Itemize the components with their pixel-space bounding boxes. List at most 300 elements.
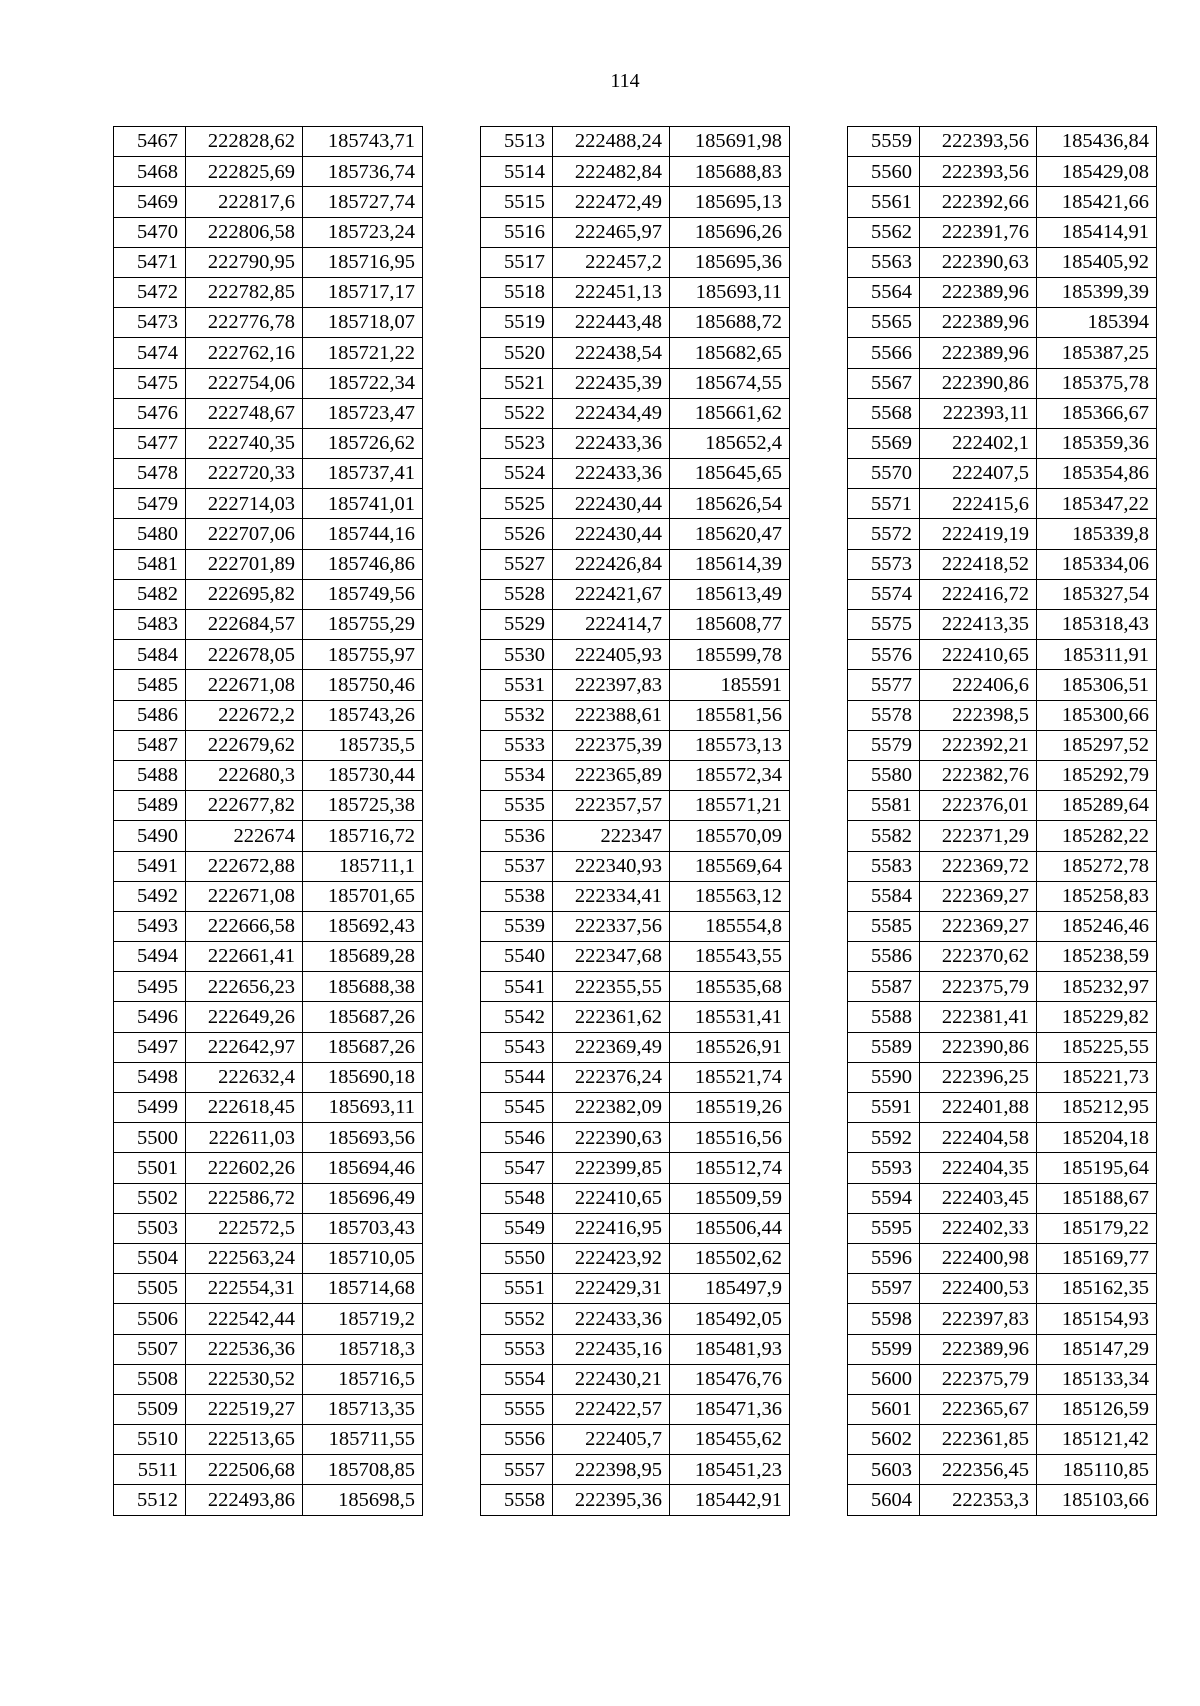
point-number-cell: 5588 (848, 1002, 920, 1032)
x-coordinate-cell: 222472,49 (553, 187, 670, 217)
y-coordinate-cell: 185708,85 (303, 1455, 423, 1485)
x-coordinate-cell: 222398,95 (553, 1455, 670, 1485)
x-coordinate-cell: 222740,35 (186, 428, 303, 458)
point-number-cell: 5478 (114, 459, 186, 489)
point-number-cell: 5490 (114, 821, 186, 851)
table-row (114, 368, 423, 398)
page-number: 114 (610, 70, 640, 92)
x-coordinate-cell: 222400,98 (920, 1243, 1037, 1273)
table-row (481, 459, 790, 489)
table-row (481, 1243, 790, 1273)
x-coordinate-cell: 222382,09 (553, 1093, 670, 1123)
y-coordinate-cell: 185744,16 (303, 519, 423, 549)
y-coordinate-cell: 185375,78 (1037, 368, 1157, 398)
y-coordinate-cell: 185749,56 (303, 579, 423, 609)
y-coordinate-cell: 185429,08 (1037, 157, 1157, 187)
x-coordinate-cell: 222714,03 (186, 489, 303, 519)
y-coordinate-cell: 185713,35 (303, 1394, 423, 1424)
y-coordinate-cell: 185696,26 (670, 217, 790, 247)
y-coordinate-cell: 185573,13 (670, 730, 790, 760)
point-number-cell: 5560 (848, 157, 920, 187)
table-row (481, 1062, 790, 1092)
x-coordinate-cell: 222365,67 (920, 1394, 1037, 1424)
y-coordinate-cell: 185258,83 (1037, 881, 1157, 911)
y-coordinate-cell: 185535,68 (670, 972, 790, 1002)
x-coordinate-cell: 222413,35 (920, 610, 1037, 640)
y-coordinate-cell: 185554,8 (670, 911, 790, 941)
y-coordinate-cell: 185311,91 (1037, 640, 1157, 670)
x-coordinate-cell: 222488,24 (553, 127, 670, 157)
point-number-cell: 5477 (114, 428, 186, 458)
y-coordinate-cell: 185318,43 (1037, 610, 1157, 640)
x-coordinate-cell: 222506,68 (186, 1455, 303, 1485)
x-coordinate-cell: 222397,83 (920, 1304, 1037, 1334)
table-row (848, 428, 1157, 458)
table-row (481, 911, 790, 941)
table-row (114, 1394, 423, 1424)
y-coordinate-cell: 185405,92 (1037, 247, 1157, 277)
table-row (848, 187, 1157, 217)
y-coordinate-cell: 185711,55 (303, 1425, 423, 1455)
point-number-cell: 5496 (114, 1002, 186, 1032)
table-row (114, 730, 423, 760)
table-row (848, 247, 1157, 277)
point-number-cell: 5513 (481, 127, 553, 157)
x-coordinate-cell: 222357,57 (553, 791, 670, 821)
x-coordinate-cell: 222513,65 (186, 1425, 303, 1455)
x-coordinate-cell: 222530,52 (186, 1364, 303, 1394)
table-row (114, 610, 423, 640)
point-number-cell: 5508 (114, 1364, 186, 1394)
table-row (114, 1304, 423, 1334)
point-number-cell: 5573 (848, 549, 920, 579)
point-number-cell: 5521 (481, 368, 553, 398)
y-coordinate-cell: 185687,26 (303, 1032, 423, 1062)
x-coordinate-cell: 222430,44 (553, 519, 670, 549)
point-number-cell: 5482 (114, 579, 186, 609)
x-coordinate-cell: 222389,96 (920, 308, 1037, 338)
point-number-cell: 5592 (848, 1123, 920, 1153)
point-number-cell: 5571 (848, 489, 920, 519)
point-number-cell: 5531 (481, 670, 553, 700)
table-row (848, 1002, 1157, 1032)
y-coordinate-cell: 185737,41 (303, 459, 423, 489)
y-coordinate-cell: 185292,79 (1037, 760, 1157, 790)
table-row (114, 277, 423, 307)
x-coordinate-cell: 222572,5 (186, 1213, 303, 1243)
point-number-cell: 5541 (481, 972, 553, 1002)
x-coordinate-cell: 222382,76 (920, 760, 1037, 790)
table-row (848, 640, 1157, 670)
x-coordinate-cell: 222356,45 (920, 1455, 1037, 1485)
y-coordinate-cell: 185162,35 (1037, 1274, 1157, 1304)
point-number-cell: 5499 (114, 1093, 186, 1123)
point-number-cell: 5589 (848, 1032, 920, 1062)
point-number-cell: 5528 (481, 579, 553, 609)
point-number-cell: 5594 (848, 1183, 920, 1213)
table-row (848, 791, 1157, 821)
x-coordinate-cell: 222586,72 (186, 1183, 303, 1213)
point-number-cell: 5534 (481, 760, 553, 790)
table-row (114, 911, 423, 941)
y-coordinate-cell: 185103,66 (1037, 1485, 1157, 1515)
x-coordinate-cell: 222376,01 (920, 791, 1037, 821)
y-coordinate-cell: 185652,4 (670, 428, 790, 458)
point-number-cell: 5559 (848, 127, 920, 157)
y-coordinate-cell: 185387,25 (1037, 338, 1157, 368)
y-coordinate-cell: 185714,68 (303, 1274, 423, 1304)
point-number-cell: 5515 (481, 187, 553, 217)
point-number-cell: 5487 (114, 730, 186, 760)
point-number-cell: 5574 (848, 579, 920, 609)
point-number-cell: 5523 (481, 428, 553, 458)
point-number-cell: 5518 (481, 277, 553, 307)
point-number-cell: 5505 (114, 1274, 186, 1304)
y-coordinate-cell: 185471,36 (670, 1394, 790, 1424)
table-row (481, 1002, 790, 1032)
table-row (481, 760, 790, 790)
table-row (848, 1394, 1157, 1424)
x-coordinate-cell: 222422,57 (553, 1394, 670, 1424)
table-row (481, 579, 790, 609)
table-row (848, 1153, 1157, 1183)
x-coordinate-cell: 222390,86 (920, 368, 1037, 398)
x-coordinate-cell: 222429,31 (553, 1274, 670, 1304)
table-row (848, 1274, 1157, 1304)
y-coordinate-cell: 185571,21 (670, 791, 790, 821)
x-coordinate-cell: 222672,88 (186, 851, 303, 881)
point-number-cell: 5578 (848, 700, 920, 730)
x-coordinate-cell: 222347 (553, 821, 670, 851)
y-coordinate-cell: 185693,11 (303, 1093, 423, 1123)
point-number-cell: 5522 (481, 398, 553, 428)
x-coordinate-cell: 222353,3 (920, 1485, 1037, 1515)
y-coordinate-cell: 185204,18 (1037, 1123, 1157, 1153)
y-coordinate-cell: 185272,78 (1037, 851, 1157, 881)
y-coordinate-cell: 185339,8 (1037, 519, 1157, 549)
point-number-cell: 5603 (848, 1455, 920, 1485)
point-number-cell: 5581 (848, 791, 920, 821)
x-coordinate-cell: 222390,63 (553, 1123, 670, 1153)
table-row (114, 308, 423, 338)
x-coordinate-cell: 222465,97 (553, 217, 670, 247)
point-number-cell: 5558 (481, 1485, 553, 1515)
point-number-cell: 5537 (481, 851, 553, 881)
point-number-cell: 5497 (114, 1032, 186, 1062)
coordinate-table-3 (847, 126, 1157, 1516)
table-row (114, 1455, 423, 1485)
table-row (114, 1364, 423, 1394)
point-number-cell: 5533 (481, 730, 553, 760)
y-coordinate-cell: 185688,38 (303, 972, 423, 1002)
x-coordinate-cell: 222399,85 (553, 1153, 670, 1183)
y-coordinate-cell: 185502,62 (670, 1243, 790, 1273)
x-coordinate-cell: 222817,6 (186, 187, 303, 217)
x-coordinate-cell: 222482,84 (553, 157, 670, 187)
table-row (114, 942, 423, 972)
y-coordinate-cell: 185692,43 (303, 911, 423, 941)
x-coordinate-cell: 222390,63 (920, 247, 1037, 277)
y-coordinate-cell: 185721,22 (303, 338, 423, 368)
point-number-cell: 5468 (114, 157, 186, 187)
table-row (114, 1425, 423, 1455)
table-row (848, 881, 1157, 911)
point-number-cell: 5561 (848, 187, 920, 217)
y-coordinate-cell: 185188,67 (1037, 1183, 1157, 1213)
point-number-cell: 5538 (481, 881, 553, 911)
y-coordinate-cell: 185221,73 (1037, 1062, 1157, 1092)
x-coordinate-cell: 222410,65 (553, 1183, 670, 1213)
point-number-cell: 5500 (114, 1123, 186, 1153)
y-coordinate-cell: 185725,38 (303, 791, 423, 821)
x-coordinate-cell: 222421,67 (553, 579, 670, 609)
point-number-cell: 5575 (848, 610, 920, 640)
x-coordinate-cell: 222671,08 (186, 881, 303, 911)
x-coordinate-cell: 222618,45 (186, 1093, 303, 1123)
point-number-cell: 5562 (848, 217, 920, 247)
y-coordinate-cell: 185645,65 (670, 459, 790, 489)
point-number-cell: 5563 (848, 247, 920, 277)
x-coordinate-cell: 222666,58 (186, 911, 303, 941)
y-coordinate-cell: 185569,64 (670, 851, 790, 881)
table-row (114, 1213, 423, 1243)
table-row (114, 1274, 423, 1304)
y-coordinate-cell: 185755,29 (303, 610, 423, 640)
point-number-cell: 5525 (481, 489, 553, 519)
y-coordinate-cell: 185121,42 (1037, 1425, 1157, 1455)
point-number-cell: 5552 (481, 1304, 553, 1334)
coordinate-table-2 (480, 126, 790, 1516)
table-row (848, 549, 1157, 579)
point-number-cell: 5539 (481, 911, 553, 941)
point-number-cell: 5524 (481, 459, 553, 489)
y-coordinate-cell: 185591 (670, 670, 790, 700)
point-number-cell: 5476 (114, 398, 186, 428)
x-coordinate-cell: 222611,03 (186, 1123, 303, 1153)
point-number-cell: 5595 (848, 1213, 920, 1243)
table-row (114, 519, 423, 549)
x-coordinate-cell: 222402,33 (920, 1213, 1037, 1243)
y-coordinate-cell: 185519,26 (670, 1093, 790, 1123)
table-row (481, 1334, 790, 1364)
x-coordinate-cell: 222554,31 (186, 1274, 303, 1304)
y-coordinate-cell: 185232,97 (1037, 972, 1157, 1002)
x-coordinate-cell: 222393,56 (920, 157, 1037, 187)
table-row (114, 700, 423, 730)
table-row (114, 247, 423, 277)
point-number-cell: 5503 (114, 1213, 186, 1243)
y-coordinate-cell: 185229,82 (1037, 1002, 1157, 1032)
y-coordinate-cell: 185741,01 (303, 489, 423, 519)
table-row (848, 610, 1157, 640)
table-row (481, 489, 790, 519)
y-coordinate-cell: 185718,3 (303, 1334, 423, 1364)
x-coordinate-cell: 222642,97 (186, 1032, 303, 1062)
table-row (848, 127, 1157, 157)
table-row (481, 519, 790, 549)
x-coordinate-cell: 222369,72 (920, 851, 1037, 881)
table-row (848, 368, 1157, 398)
point-number-cell: 5597 (848, 1274, 920, 1304)
table-row (114, 127, 423, 157)
x-coordinate-cell: 222375,79 (920, 1364, 1037, 1394)
y-coordinate-cell: 185543,55 (670, 942, 790, 972)
point-number-cell: 5590 (848, 1062, 920, 1092)
x-coordinate-cell: 222389,96 (920, 338, 1037, 368)
table-row (481, 972, 790, 1002)
x-coordinate-cell: 222451,13 (553, 277, 670, 307)
table-row (114, 579, 423, 609)
y-coordinate-cell: 185682,65 (670, 338, 790, 368)
x-coordinate-cell: 222404,35 (920, 1153, 1037, 1183)
point-number-cell: 5542 (481, 1002, 553, 1032)
y-coordinate-cell: 185531,41 (670, 1002, 790, 1032)
table-row (481, 1032, 790, 1062)
x-coordinate-cell: 222397,83 (553, 670, 670, 700)
point-number-cell: 5489 (114, 791, 186, 821)
y-coordinate-cell: 185687,26 (303, 1002, 423, 1032)
table-row (481, 670, 790, 700)
table-row (481, 821, 790, 851)
table-row (848, 338, 1157, 368)
table-row (114, 1153, 423, 1183)
y-coordinate-cell: 185169,77 (1037, 1243, 1157, 1273)
y-coordinate-cell: 185691,98 (670, 127, 790, 157)
table-row (114, 821, 423, 851)
table-row (481, 549, 790, 579)
table-row (481, 610, 790, 640)
table-row (114, 338, 423, 368)
table-row (481, 308, 790, 338)
table-row (848, 398, 1157, 428)
x-coordinate-cell: 222649,26 (186, 1002, 303, 1032)
table-row (481, 851, 790, 881)
y-coordinate-cell: 185626,54 (670, 489, 790, 519)
table-row (848, 821, 1157, 851)
table-row (848, 1304, 1157, 1334)
table-row (114, 670, 423, 700)
table-row (114, 428, 423, 458)
point-number-cell: 5567 (848, 368, 920, 398)
table-row (114, 459, 423, 489)
table-row (114, 972, 423, 1002)
x-coordinate-cell: 222371,29 (920, 821, 1037, 851)
x-coordinate-cell: 222423,92 (553, 1243, 670, 1273)
table-row (848, 1243, 1157, 1273)
x-coordinate-cell: 222678,05 (186, 640, 303, 670)
x-coordinate-cell: 222416,95 (553, 1213, 670, 1243)
point-number-cell: 5568 (848, 398, 920, 428)
x-coordinate-cell: 222392,21 (920, 730, 1037, 760)
x-coordinate-cell: 222536,36 (186, 1334, 303, 1364)
point-number-cell: 5532 (481, 700, 553, 730)
point-number-cell: 5582 (848, 821, 920, 851)
x-coordinate-cell: 222602,26 (186, 1153, 303, 1183)
y-coordinate-cell: 185674,55 (670, 368, 790, 398)
point-number-cell: 5600 (848, 1364, 920, 1394)
y-coordinate-cell: 185306,51 (1037, 670, 1157, 700)
y-coordinate-cell: 185661,62 (670, 398, 790, 428)
y-coordinate-cell: 185238,59 (1037, 942, 1157, 972)
y-coordinate-cell: 185719,2 (303, 1304, 423, 1334)
y-coordinate-cell: 185225,55 (1037, 1032, 1157, 1062)
y-coordinate-cell: 185436,84 (1037, 127, 1157, 157)
x-coordinate-cell: 222414,7 (553, 610, 670, 640)
x-coordinate-cell: 222361,62 (553, 1002, 670, 1032)
point-number-cell: 5604 (848, 1485, 920, 1515)
point-number-cell: 5469 (114, 187, 186, 217)
y-coordinate-cell: 185359,36 (1037, 428, 1157, 458)
y-coordinate-cell: 185718,07 (303, 308, 423, 338)
x-coordinate-cell: 222365,89 (553, 760, 670, 790)
x-coordinate-cell: 222419,19 (920, 519, 1037, 549)
table-row (848, 1213, 1157, 1243)
table-row (848, 459, 1157, 489)
y-coordinate-cell: 185133,34 (1037, 1364, 1157, 1394)
x-coordinate-cell: 222443,48 (553, 308, 670, 338)
point-number-cell: 5601 (848, 1394, 920, 1424)
x-coordinate-cell: 222762,16 (186, 338, 303, 368)
y-coordinate-cell: 185327,54 (1037, 579, 1157, 609)
x-coordinate-cell: 222457,2 (553, 247, 670, 277)
point-number-cell: 5494 (114, 942, 186, 972)
table-row (848, 1123, 1157, 1153)
x-coordinate-cell: 222438,54 (553, 338, 670, 368)
table-row (481, 1093, 790, 1123)
y-coordinate-cell: 185755,97 (303, 640, 423, 670)
table-row (848, 1183, 1157, 1213)
x-coordinate-cell: 222433,36 (553, 1304, 670, 1334)
table-row (481, 368, 790, 398)
y-coordinate-cell: 185696,49 (303, 1183, 423, 1213)
table-row (481, 1153, 790, 1183)
point-number-cell: 5526 (481, 519, 553, 549)
y-coordinate-cell: 185572,34 (670, 760, 790, 790)
point-number-cell: 5474 (114, 338, 186, 368)
point-number-cell: 5566 (848, 338, 920, 368)
x-coordinate-cell: 222391,76 (920, 217, 1037, 247)
table-row (114, 1123, 423, 1153)
x-coordinate-cell: 222400,53 (920, 1274, 1037, 1304)
y-coordinate-cell: 185698,5 (303, 1485, 423, 1515)
point-number-cell: 5507 (114, 1334, 186, 1364)
x-coordinate-cell: 222720,33 (186, 459, 303, 489)
x-coordinate-cell: 222405,7 (553, 1425, 670, 1455)
table-row (481, 640, 790, 670)
table-row (481, 1304, 790, 1334)
y-coordinate-cell: 185695,36 (670, 247, 790, 277)
y-coordinate-cell: 185694,46 (303, 1153, 423, 1183)
y-coordinate-cell: 185743,26 (303, 700, 423, 730)
x-coordinate-cell: 222430,44 (553, 489, 670, 519)
y-coordinate-cell: 185509,59 (670, 1183, 790, 1213)
point-number-cell: 5488 (114, 760, 186, 790)
table-row (848, 1485, 1157, 1515)
y-coordinate-cell: 185727,74 (303, 187, 423, 217)
table-row (481, 1394, 790, 1424)
table-row (114, 157, 423, 187)
x-coordinate-cell: 222415,6 (920, 489, 1037, 519)
point-number-cell: 5485 (114, 670, 186, 700)
x-coordinate-cell: 222672,2 (186, 700, 303, 730)
x-coordinate-cell: 222435,16 (553, 1334, 670, 1364)
y-coordinate-cell: 185297,52 (1037, 730, 1157, 760)
x-coordinate-cell: 222390,86 (920, 1032, 1037, 1062)
point-number-cell: 5580 (848, 760, 920, 790)
point-number-cell: 5544 (481, 1062, 553, 1092)
point-number-cell: 5479 (114, 489, 186, 519)
point-number-cell: 5472 (114, 277, 186, 307)
